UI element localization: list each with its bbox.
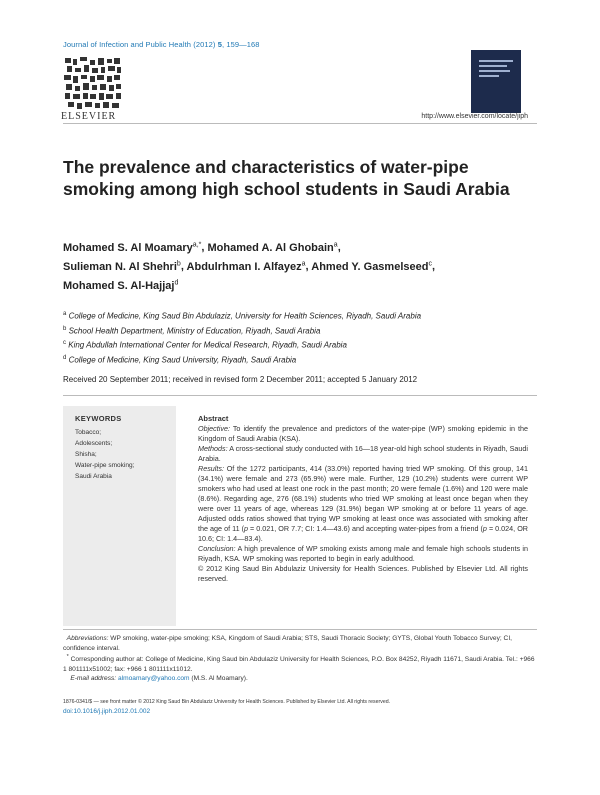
abstract-conclusion: Conclusion: A high prevalence of WP smoking exists among male and female high schools students in Riyadh, KSA. WP smoking was reported to begin in early adulthood. (198, 544, 528, 563)
author-2: Mohamed A. Al Ghobain$^a$ (207, 241, 338, 254)
doi-link[interactable]: doi:10.1016/j.jiph.2012.01.002 (63, 708, 151, 715)
article-title: The prevalence and characteristics of water-pipe smoking among high school students in Saudi Arabia (63, 157, 510, 199)
abstract-methods: Methods: A cross-sectional study conducted with 16—18 year-old high school students in Riyadh, Saudi Arabia. (198, 444, 528, 463)
keyword-item: Saudi Arabia (75, 473, 112, 480)
page-bottom-info (63, 697, 537, 717)
footnote-rule (63, 629, 537, 630)
publisher-wordmark: ELSEVIER (61, 111, 117, 122)
abbreviations-footnote: Abbreviations: WP smoking, water-pipe smoking; KSA, Kingdom of Saudi Arabia; STS, Saudi Thoracic Society; GYTS, Global Youth Tobacco Survey; CI, confidence interval. (63, 635, 512, 652)
keyword-item: Water-pipe smoking; (75, 462, 135, 469)
abstract-heading: Abstract (198, 414, 229, 423)
issn-line: 1876-0341/$ — see front matter © 2012 King Saud Bin Abdulaziz University for Health Sciences. Published by Elsevier Ltd. All rights reserved. (63, 699, 391, 705)
email-footnote: E-mail address: almoamary@yahoo.com (M.S. Al Moamary). (70, 675, 248, 683)
journal-url[interactable]: http://www.elsevier.com/locate/jiph (421, 113, 528, 120)
corresponding-author-footnote: * Corresponding author at: College of Medicine, King Saud bin Abdulaziz University for Health Sciences, P.O. Box 84252, Riyadh 11671, Saudi Arabia. Tel.: +966 1 801111x51002; fax: +966 1 801111x11012. (63, 654, 535, 673)
affiliation-item: $^b$ School Health Department, Ministry of Education, Riyadh, Saudi Arabia (63, 325, 321, 336)
keywords-heading: KEYWORDS (75, 414, 122, 423)
abstract-section (198, 414, 528, 584)
keyword-item: Adolescents; (75, 440, 113, 447)
journal-cover-thumbnail (471, 50, 521, 113)
author-3: Sulieman N. Al Shehri$^b$ (63, 260, 181, 273)
affiliation-item: $^a$ College of Medicine, King Saud Bin Abdulaziz, University for Health Sciences, Riyadh, Saudi Arabia (63, 311, 422, 321)
header-rule (63, 123, 537, 124)
affiliation-item: $^c$ King Abdullah International Center for Medical Research, Riyadh, Saudi Arabia (63, 340, 347, 350)
footnotes (63, 634, 537, 684)
author-1: Mohamed S. Al Moamary$^{a,*}$ (63, 241, 202, 254)
section-rule (63, 395, 537, 396)
author-list: Mohamed S. Al Moamary$^{a,*}$, Mohamed A. Al Ghobain$^a$, Sulieman N. Al Shehri$^b$, Abdulrhman I. Alfayez$^a$, Ahmed Y. Gasmelseed$^c$, Mohamed S. Al-Hajjaj$^d$ (63, 241, 436, 292)
author-6: Mohamed S. Al-Hajjaj$^d$ (63, 279, 179, 292)
author-email-link[interactable]: almoamary@yahoo.com (117, 675, 190, 683)
author-4: Abdulrhman I. Alfayez$^a$ (186, 260, 306, 273)
author-5: Ahmed Y. Gasmelseed$^c$ (311, 260, 432, 273)
affiliation-list (63, 308, 543, 367)
elsevier-tree-logo (63, 56, 123, 116)
keywords-list (75, 427, 134, 482)
affiliation-item: $^d$ College of Medicine, King Saud University, Riyadh, Saudi Arabia (63, 354, 297, 365)
abstract-objective: Objective: To identify the prevalence and predictors of the water-pipe (WP) smoking epidemic in the Kingdom of Saudi Arabia (KSA). (198, 424, 528, 443)
abstract-results: Results: Of the 1272 participants, 414 (33.0%) reported having tried WP smoking. Of this group, 141 (34.1%) were female and 273 (65.9%) were male. Further, 129 (10.2%) students were current WP smokers who had used at least one rock in the past month; 20 were female (1.6%) and 120 were male (8.6%). Regarding age, 276 (68.1%) students who tried WP smoking at least once began when they were over 11 years of age, whereas 129 (31.9%) began WP smoking at or before 11 years of age. Adjusted odds ratios showed that trying WP smoking at least once was associated with smoking after the age of 11 (p = 0.021, OR 7.7; CI: 1.4—43.6) and accepting water-pipes from a friend (p = 0.024, OR 10.6; CI: 1.4—83.4). (198, 464, 528, 543)
keyword-item: Tobacco; (75, 429, 102, 436)
keyword-item: Shisha; (75, 451, 97, 458)
abstract-copyright: © 2012 King Saud Bin Abdulaziz University for Health Sciences. Published by Elsevier Ltd. All rights reserved. (198, 564, 528, 583)
received-dates: Received 20 September 2011; received in revised form 2 December 2011; accepted 5 January 2012 (63, 375, 418, 384)
journal-reference: Journal of Infection and Public Health (2012) 5, 159—168 (63, 40, 260, 49)
